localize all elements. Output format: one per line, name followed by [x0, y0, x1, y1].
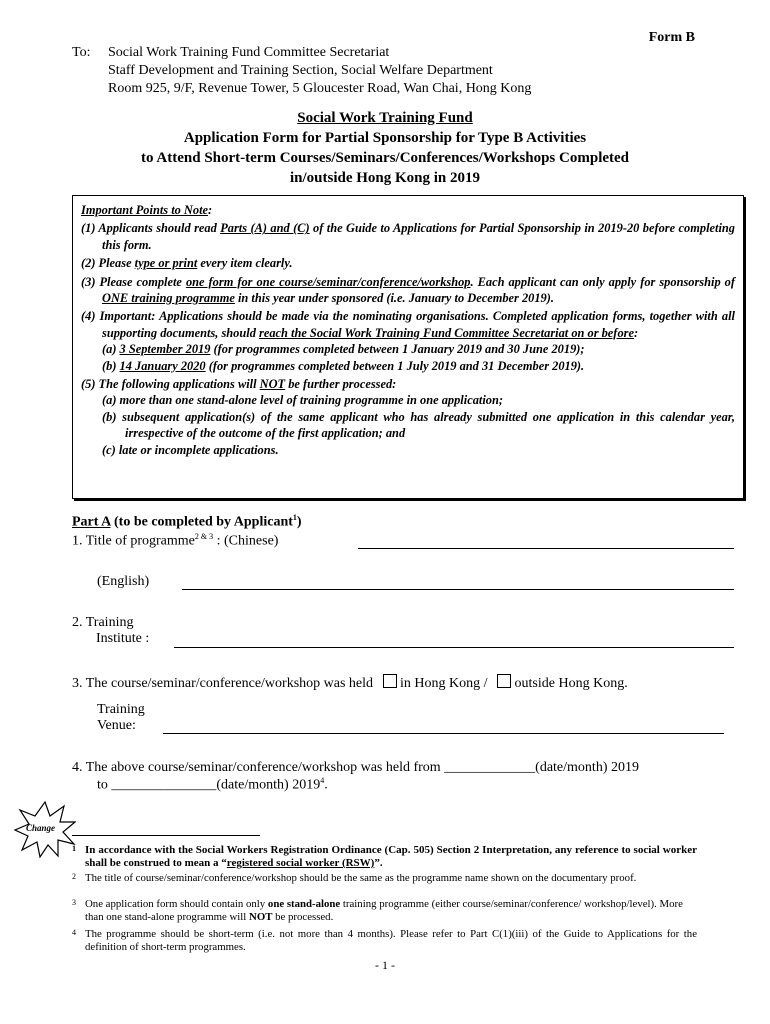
notes-heading: Important Points to Note	[81, 203, 209, 217]
note-subitem: (a) more than one stand-alone level of training programme in one application;	[102, 393, 503, 408]
footnote-3: 3 One application form should contain only one stand-alone training programme (either course/seminar/conference/ workshop/level). More than one stand-alone programme will NOT be processed.	[72, 898, 683, 923]
note-subitem: (a) 3 September 2019 (for programmes completed between 1 January 2019 and 30 June 2019);	[102, 342, 585, 357]
title-english-field[interactable]	[182, 589, 734, 590]
important-notes-box	[72, 195, 744, 499]
footnote-separator	[72, 835, 260, 836]
note-item: (3) Please complete one form for one course/seminar/conference/workshop. Each applicant can only apply for sponsorship of ONE training programme in this year under sponsored (i.e. January to December 2019).	[81, 274, 735, 306]
addressee-block	[72, 44, 672, 104]
note-item: (5) The following applications will NOT be further processed:	[81, 377, 397, 392]
note-subitem: (c) late or incomplete applications.	[102, 442, 279, 457]
hong-kong-checkbox[interactable]	[383, 674, 397, 688]
change-stamp-text: Change	[26, 823, 56, 833]
training-venue-label: Training Venue:	[97, 702, 145, 733]
note-item: (1) Applicants should read Parts (A) and (C) of the Guide to Applications for Partial Sponsorship in 2019-20 before completing this form.	[81, 221, 735, 252]
footnote-2: 2 The title of course/seminar/conference/workshop should be the same as the programme name shown on the documentary proof.	[72, 872, 637, 884]
addressee-lines	[108, 44, 531, 98]
title-line: Application Form for Partial Sponsorship for Type B Activities	[183, 130, 587, 146]
training-institute-field[interactable]	[174, 647, 734, 648]
note-item: (4) Important: Applications should be made via the nominating organisations. Completed application forms, together with all supporting documents, should reach the Social Work Training Fund Committee Secretariat on or before:	[81, 309, 735, 340]
to-label: To:	[72, 45, 91, 60]
addressee-line: Social Work Training Fund Committee Secretariat	[108, 45, 390, 60]
form-title	[0, 108, 770, 188]
question-4: 4. The above course/seminar/conference/workshop was held from _____________(date/month) 2019 to _______________(date/month) 2019$^4$.	[72, 760, 639, 793]
form-label: Form B	[648, 30, 695, 45]
note-subitem: (b) subsequent application(s) of the same applicant who has already submitted one application in this calendar year, irrespective of the outcome of the first application; and	[102, 409, 735, 441]
title-line: to Attend Short-term Courses/Seminars/Conferences/Workshops Completed	[140, 150, 630, 166]
question-1-label: 1. Title of programme$^{2 \& 3}$ : (Chinese)	[72, 532, 279, 549]
note-subitem: (b) 14 January 2020 (for programmes completed between 1 July 2019 and 31 December 2019).	[102, 358, 585, 373]
addressee-line: Staff Development and Training Section, Social Welfare Department	[108, 63, 493, 78]
english-label: (English)	[97, 574, 150, 589]
fund-title: Social Work Training Fund	[297, 110, 473, 126]
title-chinese-field[interactable]	[358, 548, 734, 549]
footnote-4: 4 The programme should be short-term (i.e. not more than 4 months). Please refer to Part C(1)(iii) of the Guide to Applications for the definition of short-term programmes.	[72, 928, 697, 953]
footnote-1: 1 In accordance with the Social Workers Registration Ordinance (Cap. 505) Section 2 Interpretation, any reference to social worker shall be construed to mean a “registered social worker (RSW)”.	[72, 844, 697, 869]
outside-hong-kong-checkbox[interactable]	[497, 674, 511, 688]
title-line: in/outside Hong Kong in 2019	[289, 170, 481, 186]
addressee-line: Room 925, 9/F, Revenue Tower, 5 Gloucester Road, Wan Chai, Hong Kong	[108, 81, 532, 96]
question-2-label: 2. Training Institute :	[72, 615, 150, 646]
part-a-heading: Part A (to be completed by Applicant$^1$)	[72, 513, 302, 530]
note-item: (2) Please type or print every item clearly.	[81, 256, 293, 271]
change-stamp	[14, 800, 76, 863]
notes-content: Important Points to Note: (1) Applicants should read Parts (A) and (C) of the Guide to Applications for Partial Sponsorship in 2019-20 before completing this form. (2) Please type or print every item clearly. (3) Please complete one form for one course/seminar/conference/workshop. Each applicant can only apply for sponsorship of ONE training programme in this year under sponsored (i.e. January to December 2019). (4) Important: Applications should be made via the nominating organisations. Completed application forms, together with all supporting documents, should reach the Social Work Training Fund Committee Secretariat on or before: (a) 3 September 2019 (for programmes completed between 1 January 2019 and 30 June 2019); (b) 14 January 2020 (for programmes completed between 1 July 2019 and 31 December 2019). (5) The following applications will NOT be further processed: (a) more than one stand-alone level of training programme in one application; (b) subsequent application(s) of the same applicant who has already submitted one application in this calendar year, irrespective of the outcome of the first application; and (c) late or incomplete applications.	[81, 203, 735, 457]
training-venue-field[interactable]	[163, 733, 724, 734]
question-3: 3. The course/seminar/conference/workshop was held in Hong Kong / outside Hong Kong.	[72, 676, 628, 691]
page-number: - 1 -	[375, 958, 395, 972]
